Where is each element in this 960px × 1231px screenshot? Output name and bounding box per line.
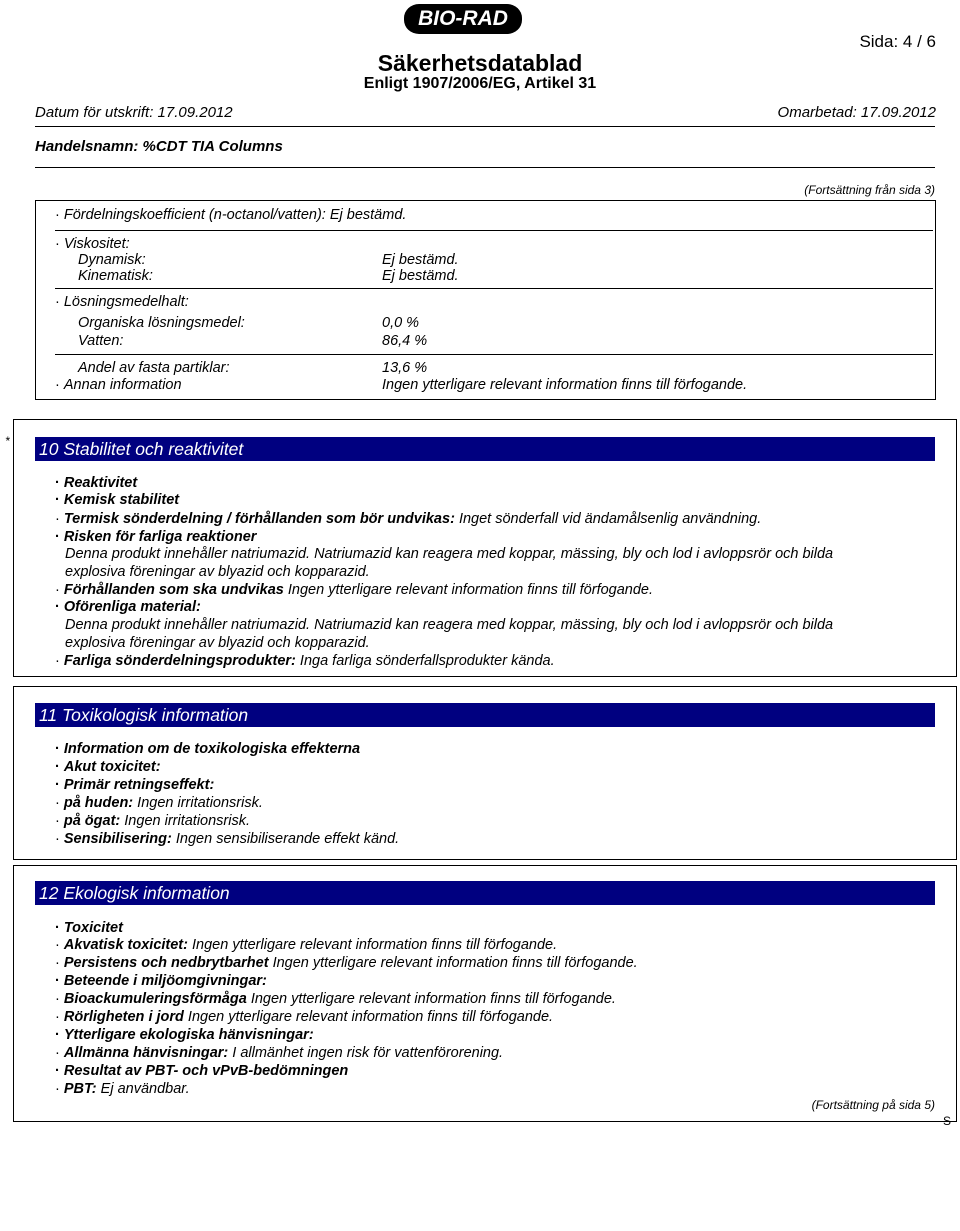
aquatic-label: Akvatisk toxicitet:	[63, 937, 188, 953]
pbt-label: PBT:	[63, 1081, 97, 1097]
persistence-row	[55, 954, 638, 972]
eye-value: Ingen irritationsrisk.	[124, 813, 250, 829]
solvent-label: · Lösningsmedelhalt:	[55, 293, 189, 311]
aquatic-value: Ingen ytterligare relevant information finns till förfogande.	[192, 937, 558, 953]
skin-label: på huden:	[63, 795, 134, 811]
divider	[55, 288, 933, 289]
thermal-row	[55, 510, 761, 528]
page-number: Sida: 4 / 6	[859, 32, 936, 51]
print-date: Datum för utskrift: 17.09.2012	[35, 104, 233, 121]
sensitisation-value: Ingen sensibiliserande effekt känd.	[175, 831, 400, 847]
organic-value: 0,0 %	[382, 315, 420, 331]
mobility-row	[55, 1008, 553, 1026]
skin-value: Ingen irritationsrisk.	[137, 795, 263, 811]
divider	[55, 230, 933, 231]
primary-irritation-label: · Primär retningseffekt:	[55, 776, 214, 794]
revision-mark: *	[5, 434, 10, 448]
section-12-heading: 12 Ekologisk information	[35, 881, 935, 905]
acute-toxicity-label: · Akut toxicitet:	[55, 758, 161, 776]
other-info-label: · Annan information	[55, 376, 182, 394]
incompatible-label: · Oförenliga material:	[55, 598, 201, 616]
header-divider	[35, 126, 935, 127]
partition-label: Fördelningskoefficient (n-octanol/vatten):	[63, 207, 326, 223]
organic-label: Organiska lösningsmedel:	[78, 315, 245, 331]
aquatic-row	[55, 936, 557, 954]
mobility-value: Ingen ytterligare relevant information finns till förfogande.	[187, 1009, 554, 1025]
mobility-label: Rörligheten i jord	[63, 1009, 184, 1025]
bioaccumulation-label: Bioackumuleringsförmåga	[63, 991, 247, 1007]
reactivity-label: · Reaktivitet	[55, 474, 137, 492]
dynamic-label: Dynamisk:	[78, 252, 146, 268]
product-name: Handelsnamn: %CDT TIA Columns	[35, 138, 283, 155]
section-10-heading: 10 Stabilitet och reaktivitet	[35, 437, 935, 461]
sensitisation-label: Sensibilisering:	[63, 831, 172, 847]
general-notes-value: I allmänhet ingen risk för vattenförorening.	[232, 1045, 504, 1061]
water-value: 86,4 %	[382, 333, 428, 349]
hazardous-reactions-label: · Risken för farliga reaktioner	[55, 528, 256, 546]
continued-to-note: (Fortsättning på sida 5)	[811, 1098, 935, 1112]
general-notes-row	[55, 1044, 503, 1062]
page-marker: S	[943, 1114, 952, 1128]
other-info-value: Ingen ytterligare relevant information finns till förfogande.	[382, 377, 748, 393]
pbt-results-label: · Resultat av PBT- och vPvB-bedömningen	[55, 1062, 348, 1080]
thermal-label: Termisk sönderdelning / förhållanden som bör undvikas:	[63, 511, 455, 527]
kinematic-label: Kinematisk:	[78, 268, 153, 284]
document-subtitle: Enligt 1907/2006/EG, Artikel 31	[363, 75, 597, 92]
eye-row	[55, 812, 250, 830]
divider	[55, 354, 933, 355]
document-title: Säkerhetsdatablad	[377, 50, 583, 76]
partition-row	[55, 206, 406, 224]
solids-label: Andel av fasta partiklar:	[78, 360, 230, 376]
hazardous-text-line-1: Denna produkt innehåller natriumazid. Natriumazid kan reagera med koppar, mässing, bly och lod i avloppsrör och bilda	[65, 546, 834, 562]
section-11-heading: 11 Toxikologisk information	[35, 703, 935, 727]
product-divider	[35, 167, 935, 168]
incompatible-text-line-1: Denna produkt innehåller natriumazid. Natriumazid kan reagera med koppar, mässing, bly och lod i avloppsrör och bilda	[65, 617, 834, 633]
incompatible-text-line-2: explosiva föreningar av blyazid och kopparazid.	[65, 635, 370, 651]
avoid-label: Förhållanden som ska undvikas	[63, 582, 284, 598]
partition-value: Ej bestämd.	[329, 207, 407, 223]
persistence-value: Ingen ytterligare relevant information finns till förfogande.	[272, 955, 638, 971]
decomposition-value: Inga farliga sönderfallsprodukter kända.	[299, 653, 555, 669]
solids-value: 13,6 %	[382, 360, 428, 376]
revised-date: Omarbetad: 17.09.2012	[777, 104, 936, 121]
hazardous-text-line-2: explosiva föreningar av blyazid och kopparazid.	[65, 564, 370, 580]
bioaccumulation-row	[55, 990, 616, 1008]
water-label: Vatten:	[78, 333, 124, 349]
chemical-stability-label: · Kemisk stabilitet	[55, 491, 179, 509]
decomposition-row	[55, 652, 555, 670]
bioaccumulation-value: Ingen ytterligare relevant information finns till förfogande.	[250, 991, 616, 1007]
tox-info-label: · Information om de toxikologiska effekterna	[55, 740, 360, 758]
dynamic-value: Ej bestämd.	[382, 252, 459, 268]
kinematic-value: Ej bestämd.	[382, 268, 459, 284]
avoid-value: Ingen ytterligare relevant information finns till förfogande.	[287, 582, 654, 598]
skin-row	[55, 794, 263, 812]
pbt-row	[55, 1080, 190, 1098]
pbt-value: Ej användbar.	[100, 1081, 190, 1097]
avoid-row	[55, 581, 653, 599]
further-eco-label: · Ytterligare ekologiska hänvisningar:	[55, 1026, 314, 1044]
persistence-label: Persistens och nedbrytbarhet	[63, 955, 269, 971]
toxicity-label: · Toxicitet	[55, 919, 123, 937]
behaviour-label: · Beteende i miljöomgivningar:	[55, 972, 267, 990]
bio-rad-logo: BIO-RAD	[404, 4, 522, 34]
viscosity-label: · Viskositet:	[55, 235, 130, 253]
eye-label: på ögat:	[63, 813, 121, 829]
continued-from-note: (Fortsättning från sida 3)	[804, 183, 935, 197]
decomposition-label: Farliga sönderdelningsprodukter:	[63, 653, 296, 669]
thermal-value: Inget sönderfall vid ändamålsenlig användning.	[458, 511, 762, 527]
general-notes-label: Allmänna hänvisningar:	[63, 1045, 229, 1061]
sensitisation-row	[55, 830, 399, 848]
